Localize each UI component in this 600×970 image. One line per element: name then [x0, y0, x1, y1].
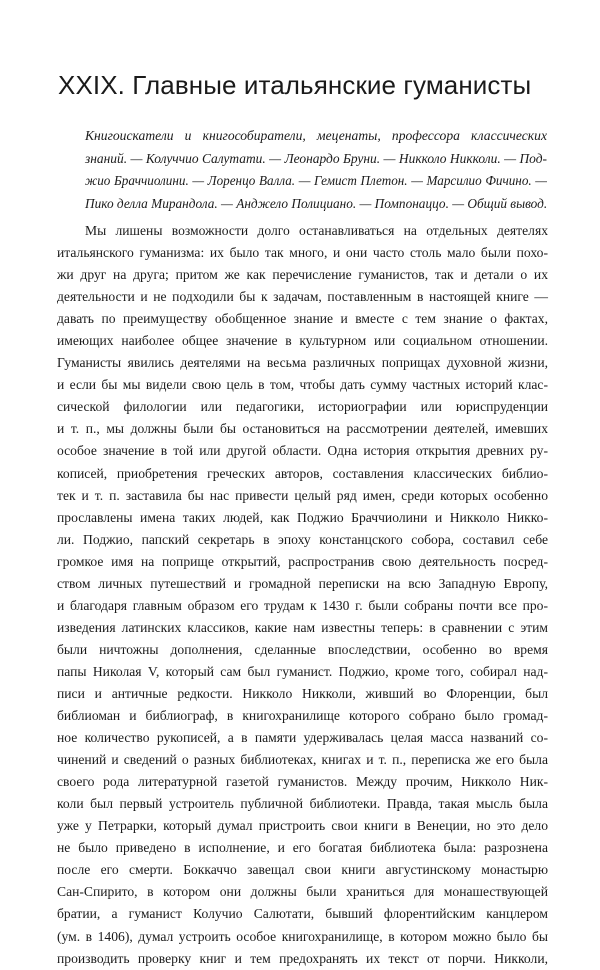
body-line: деятельности и не подходили бы к задачам, поставленным в настоящей книге — [57, 289, 548, 305]
body-line: и если бы мы видели свою цель в том, чтобы дать сумму частных историй клас- [57, 377, 548, 393]
body-line: уже у Петрарки, который думал пристроить свои книги в Венеции, но это дело [57, 818, 548, 834]
body-line: сической филологии или педагогики, историографии или юриспруденции [57, 399, 548, 415]
body-line: ли. Поджио, папский секретарь в эпоху констанцского собора, составил себе [57, 531, 548, 547]
body-line: прославлены имена таких людей, как Поджио Браччиолини и Никколо Никко- [57, 509, 548, 525]
body-line: итальянского гуманизма: их было так много, и они часто столь мало были похо- [57, 245, 548, 261]
body-line: папы Николая V, который сам был гуманист. Поджио, кроме того, собирал над- [57, 663, 548, 679]
chapter-summary [85, 125, 547, 215]
body-line: Гуманисты явились деятелями на весьма различных поприщах духовной жизни, [57, 355, 548, 371]
body-line: коли был первый устроитель публичной библиотеки. Правда, такая мысль была [57, 796, 548, 812]
body-line: своего рода литературной газетой гуманистов. Между прочим, Никколо Ник- [57, 774, 548, 790]
body-line: были ничтожны дополнения, сделанные впоследствии, особенно во время [57, 641, 548, 657]
body-line: и благодаря главным образом его трудам к 1430 г. были собраны почти все про- [57, 597, 548, 613]
body-line: особое значение в той или другой области. Одна история открытия древних ру- [57, 443, 548, 459]
body-line: имеющих наиболее общее значение в культурном или социальном отношении. [57, 333, 548, 349]
body-line: после его смерти. Боккаччо завещал свои книги августинскому монастырю [57, 862, 548, 878]
body-line: изведения латинских классиков, какие нам известны теперь: в сравнении с этим [57, 619, 548, 635]
summary-line: знаний. — Колуччио Салутати. — Леонардо Бруни. — Никколо Никколи. — Под- [85, 150, 547, 166]
body-line: (ум. в 1406), думал устроить особое книгохранилище, в котором можно было бы [57, 928, 548, 944]
body-line: не было приведено в исполнение, и его богатая библиотека была: разрознена [57, 840, 548, 856]
chapter-title: XXIX. Главные итальянские гуманисты [58, 70, 532, 100]
body-paragraph [57, 220, 548, 970]
body-line: Сан-Спирито, в котором они должны были храниться для монашествующей [57, 884, 548, 900]
body-line: и т. п., мы должны были бы остановиться на рассмотрении деятелей, имевших [57, 421, 548, 437]
body-line: писи и античные редкости. Никколо Никколи, живший во Флоренции, был [57, 685, 548, 701]
summary-line: Пико делла Мирандола. — Анджело Полициано. — Помпонаццо. — Общий вывод. [85, 195, 548, 211]
body-line: ное количество рукописей, а в памяти удерживалась целая масса названий со- [57, 730, 548, 746]
body-line: братии, а гуманист Колучио Салютати, бывший флорентийским канцлером [57, 906, 548, 922]
body-line: ством личных путешествий и громадной переписки на всю Западную Европу, [57, 575, 548, 591]
body-line: громкое имя на поприще открытий, распространив свою деятельность посред- [57, 553, 548, 569]
body-line: Мы лишены возможности долго останавливаться на отдельных деятелях [85, 223, 548, 238]
body-line: чинений и сведений о разных библиотеках, книгах и т. п., переписка же его была [57, 752, 548, 768]
body-line: давать по преимуществу обобщенное знание и вместе с тем знание о фактах, [57, 311, 548, 327]
body-line: жи друг на друга; притом же как перечисление гуманистов, так и детали о их [57, 267, 548, 283]
body-line: тек и т. п. заставила бы нас привести целый ряд имен, среди которых особенно [57, 487, 548, 503]
body-line: библиоман и библиограф, в книгохранилище которого собрано было громад- [57, 708, 548, 724]
body-line: производить проверку книг и тем предохранять их текст от порчи. Никколи, [57, 950, 548, 966]
summary-line: жио Браччиолини. — Лоренцо Валла. — Гемист Плетон. — Марсилио Фичино. — [85, 173, 547, 189]
summary-line: Книгоискатели и книгособиратели, меценаты, профессора классических [85, 128, 547, 143]
body-line: кописей, приобретения греческих авторов, составления классических библио- [57, 465, 548, 481]
